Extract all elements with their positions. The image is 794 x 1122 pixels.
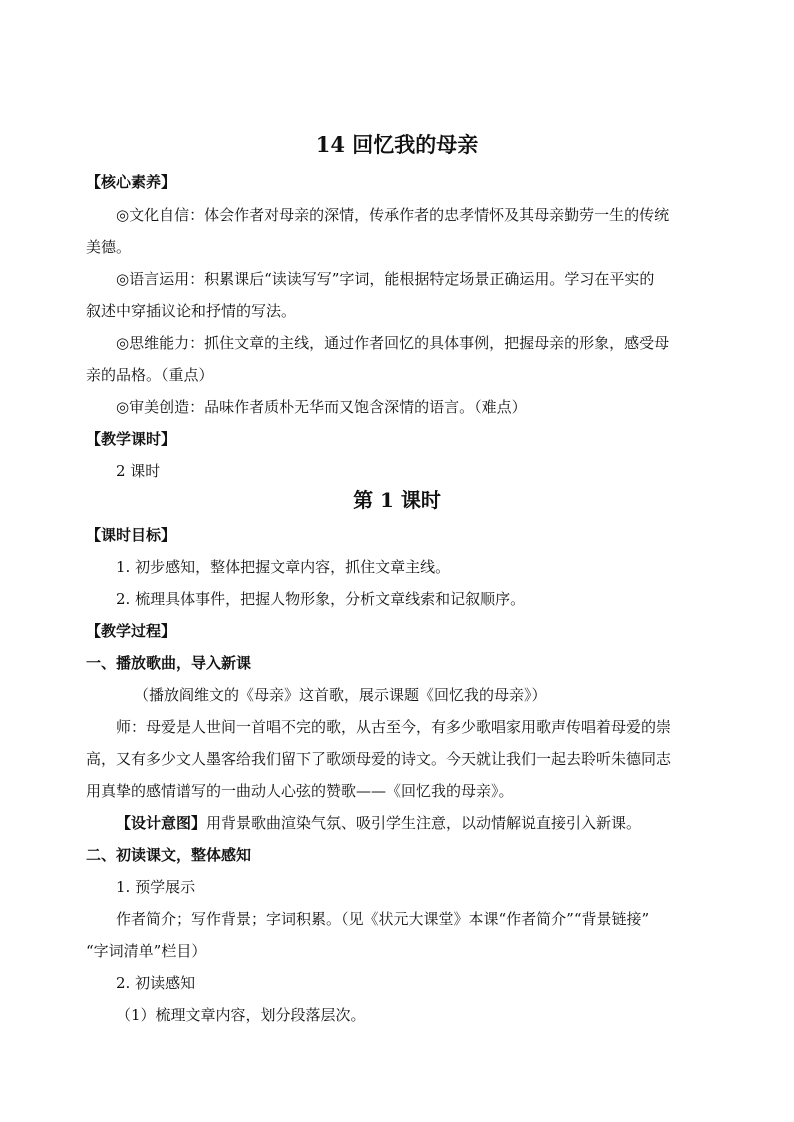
lesson-goal-heading: 【课时目标】: [86, 526, 177, 544]
teaching-hours-heading: 【教学课时】: [86, 430, 177, 448]
core-item-thinking-line1: ◎思维能力：抓住文章的主线，通过作者回忆的具体事例，把握母亲的形象，感受母: [116, 334, 670, 352]
core-item-thinking-line2: 亲的品格。（重点）: [86, 366, 214, 384]
lesson-goal-2: 2. 梳理具体事件，把握人物形象，分析文章线索和记叙顺序。: [116, 590, 526, 608]
step-1-note: （播放阎维文的《母亲》这首歌，展示课题《回忆我的母亲》）: [134, 686, 547, 704]
teaching-process-heading: 【教学过程】: [86, 622, 177, 640]
core-item-language-line1: ◎语言运用：积累课后“读读写写”字词，能根据特定场景正确运用。学习在平实的: [116, 270, 655, 288]
lesson-1-heading: 第 1 课时: [353, 488, 441, 512]
step-1-paragraph-line3: 用真挚的感情谱写的一曲动人心弦的赞歌——《回忆我的母亲》。: [86, 782, 514, 800]
step-1-paragraph-line1: 师：母爱是人世间一首唱不完的歌，从古至今，有多少歌唱家用歌声传唱着母爱的崇: [116, 718, 672, 736]
design-intent: [116, 813, 641, 833]
step-2-item-2-sub-1: （1）梳理文章内容，划分段落层次。: [116, 1006, 366, 1024]
step-2-item-1-line2: “字词清单”栏目）: [86, 942, 207, 960]
step-2-item-2: 2. 初读感知: [116, 974, 196, 992]
step-1-heading: 一、播放歌曲，导入新课: [86, 654, 252, 672]
design-intent-label: 【设计意图】: [116, 814, 207, 832]
teaching-hours-value: 2 课时: [116, 462, 161, 480]
step-2-item-1-line1: 作者简介；写作背景；字词积累。（见《状元大课堂》本课“作者简介”“背景链接”: [116, 910, 650, 928]
step-2-item-1: 1. 预学展示: [116, 878, 196, 896]
core-item-culture-line2: 美德。: [86, 238, 132, 256]
document-title: 14 回忆我的母亲: [315, 132, 479, 157]
core-item-aesthetic: ◎审美创造：品味作者质朴无华而又饱含深情的语言。（难点）: [116, 398, 527, 416]
design-intent-text: 用背景歌曲渲染气氛、吸引学生注意，以动情解说直接引入新课。: [206, 814, 642, 832]
core-item-culture-line1: ◎文化自信：体会作者对母亲的深情，传承作者的忠孝情怀及其母亲勤劳一生的传统: [116, 206, 670, 224]
core-item-language-line2: 叙述中穿插议论和抒情的写法。: [86, 302, 297, 320]
step-2-heading: 二、初读课文，整体感知: [86, 846, 252, 864]
step-1-paragraph-line2: 高，又有多少文人墨客给我们留下了歌颂母爱的诗文。今天就让我们一起去聆听朱德同志: [86, 750, 672, 768]
core-literacy-heading: 【核心素养】: [86, 173, 177, 191]
lesson-goal-1: 1. 初步感知，整体把握文章内容，抓住文章主线。: [116, 558, 451, 576]
